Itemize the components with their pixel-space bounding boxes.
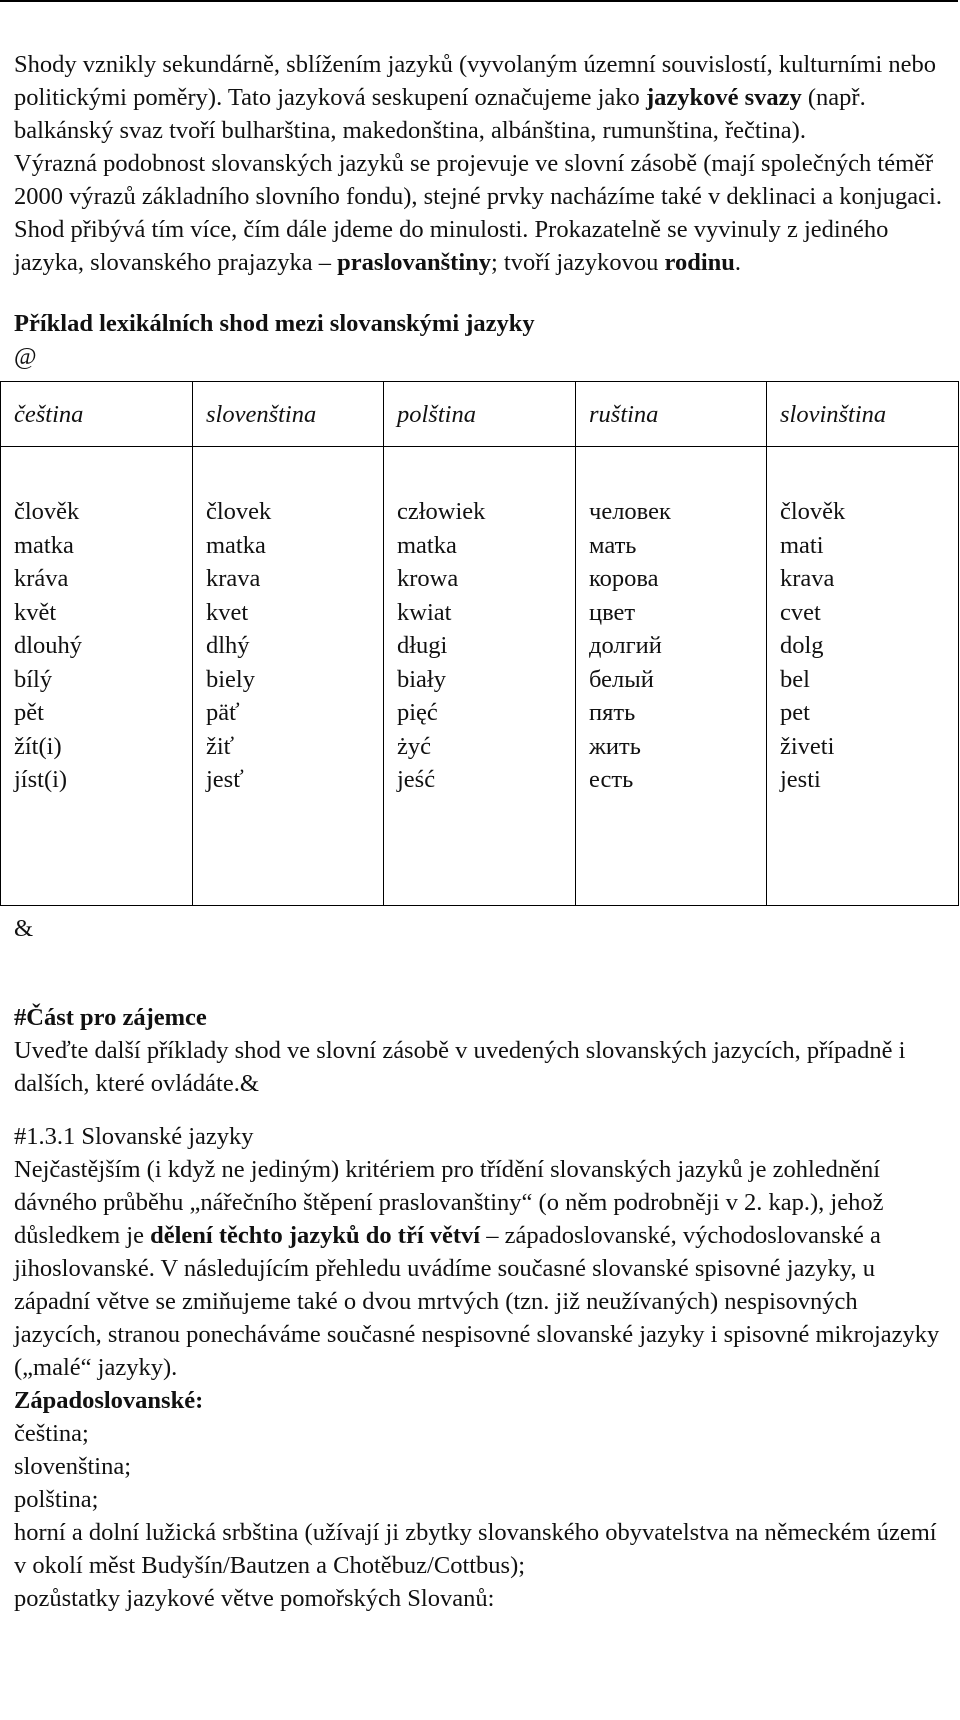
header-czech: čeština bbox=[1, 382, 193, 447]
table-cell: пять bbox=[589, 699, 636, 726]
table-cell: mati bbox=[780, 531, 824, 559]
western-heading: Západoslovanské: bbox=[14, 1387, 204, 1414]
hash-marker: # bbox=[14, 1004, 27, 1031]
intro-text: ; tvoří jazykovou bbox=[491, 249, 665, 276]
column-czech bbox=[1, 447, 193, 906]
term-proto-slavic: praslovanštiny bbox=[337, 249, 491, 276]
ampersand-marker: & bbox=[14, 915, 34, 942]
table-cell: человек bbox=[589, 498, 671, 525]
table-cell: biely bbox=[206, 665, 255, 693]
table-cell: pet bbox=[780, 699, 810, 726]
table-cell: krava bbox=[780, 565, 835, 592]
lexical-table bbox=[0, 381, 959, 906]
section-heading: #1.3.1 Slovanské jazyky bbox=[14, 1123, 254, 1150]
interest-title: Část pro zájemce bbox=[26, 1004, 207, 1031]
section-text: – západoslovanské, východoslovanské a jihoslovanské. V následujícím přehledu uvádíme současné slovanské spisovné jazyky, u západní větve se zmiňujeme také o dvou mrtvých (tzn. již neužívaných) nespisovných jazycích, stranou ponecháváme současné nespisovné slovanské jazyky i spisovné mikrojazyky („malé“ jazyky). bbox=[14, 1222, 940, 1381]
table-cell: biały bbox=[397, 665, 446, 693]
table-cell: pięć bbox=[397, 699, 438, 726]
list-item: polština; bbox=[14, 1486, 99, 1513]
table-cell: jesti bbox=[780, 766, 821, 793]
table-cell: jesť bbox=[206, 766, 244, 793]
table-cell: цвет bbox=[589, 598, 636, 626]
header-slovak: slovenština bbox=[193, 382, 384, 447]
intro-text: (např. balkánský svaz tvoří bulharština, makedonština, albánština, rumunština, řečtina). bbox=[14, 84, 866, 144]
column-slovene bbox=[767, 447, 959, 906]
table-cell: matka bbox=[14, 531, 74, 559]
table-cell: долгий bbox=[589, 632, 662, 659]
term-three-branches: dělení těchto jazyků do tří větví bbox=[150, 1222, 481, 1249]
table-cell: jíst(i) bbox=[14, 766, 68, 793]
table-cell: długi bbox=[397, 632, 448, 659]
table-cell: žiť bbox=[206, 732, 235, 760]
table-cell: белый bbox=[589, 665, 654, 693]
table-cell: bel bbox=[780, 665, 810, 693]
table-cell: květ bbox=[14, 598, 57, 626]
document-page bbox=[14, 48, 944, 1615]
intro-text: Výrazná podobnost slovanských jazyků se projevuje ve slovní zásobě (mají společných téměř 2000 výrazů základního slovního fondu), stejné prvky nacházíme také v deklinaci a konjugaci. Shod přibývá tím více, čím dále jdeme do minulosti. Prokazatelně se vyvinuly z jediného jazyka, slovanského prajazyka – bbox=[14, 150, 942, 276]
intro-text: . bbox=[734, 249, 742, 276]
table-cell: жить bbox=[589, 732, 641, 760]
table-cell: dolg bbox=[780, 632, 824, 659]
table-cell: bílý bbox=[14, 665, 53, 693]
section-text: Nejčastějším (i když ne jediným) kritériem pro třídění slovanských jazyků je zohlednění dávného průběhu „nářečního štěpení praslovanštiny“ (o něm podrobněji v 2. kap.), jehož důsledkem je bbox=[14, 1156, 884, 1249]
list-item: slovenština; bbox=[14, 1453, 132, 1480]
table-cell: człowiek bbox=[397, 498, 486, 525]
table-row bbox=[1, 447, 959, 906]
table-cell: člověk bbox=[780, 498, 846, 525]
interest-text: Uveďte další příklady shod ve slovní zásobě v uvedených slovanských jazycích, případně i dalších, které ovládáte.& bbox=[14, 1037, 906, 1097]
list-item: pozůstatky jazykové větve pomořských Slovanů: bbox=[14, 1585, 495, 1612]
table-cell: žít(i) bbox=[14, 732, 62, 760]
intro-text: Shody vznikly sekundárně, sblížením jazyků (vyvolaným územní souvislostí, kulturními nebo politickými poměry). Tato jazyková seskupení označujeme jako bbox=[14, 51, 937, 111]
table-cell: krowa bbox=[397, 565, 459, 592]
table-cell: dlhý bbox=[206, 632, 250, 659]
table-cell: cvet bbox=[780, 598, 821, 626]
term-language-unions: jazykové svazy bbox=[645, 84, 802, 111]
table-cell: človek bbox=[206, 498, 272, 525]
top-rule bbox=[0, 0, 958, 2]
table-cell: kráva bbox=[14, 565, 69, 592]
table-cell: żyć bbox=[397, 732, 431, 760]
section-paragraph bbox=[14, 1153, 944, 1384]
table-cell: есть bbox=[589, 766, 634, 793]
table-header-row bbox=[1, 382, 959, 447]
table-cell: matka bbox=[206, 531, 266, 559]
intro-paragraph-2 bbox=[14, 147, 944, 279]
table-cell: matka bbox=[397, 531, 457, 559]
at-marker: @ bbox=[14, 343, 37, 370]
column-slovak bbox=[193, 447, 384, 906]
interest-heading bbox=[14, 1001, 944, 1034]
column-polish bbox=[384, 447, 576, 906]
column-russian bbox=[576, 447, 767, 906]
header-polish: polština bbox=[384, 382, 576, 447]
table-cell: dlouhý bbox=[14, 632, 83, 659]
list-item: čeština; bbox=[14, 1420, 89, 1447]
table-cell: päť bbox=[206, 699, 240, 726]
header-russian: ruština bbox=[576, 382, 767, 447]
intro-paragraph-1 bbox=[14, 48, 944, 147]
table-cell: krava bbox=[206, 565, 261, 592]
list-item: horní a dolní lužická srbština (užívají ji zbytky slovanského obyvatelstva na německém území v okolí měst Budyšín/Bautzen a Chotěbuz/Cottbus); bbox=[14, 1519, 937, 1579]
table-cell: pět bbox=[14, 699, 44, 726]
table-cell: мать bbox=[589, 531, 637, 559]
table-cell: kvet bbox=[206, 598, 249, 626]
table-cell: корова bbox=[589, 565, 659, 592]
table-cell: jeść bbox=[397, 766, 436, 793]
table-cell: člověk bbox=[14, 498, 80, 525]
table-cell: živeti bbox=[780, 732, 835, 760]
table-cell: kwiat bbox=[397, 598, 452, 626]
header-slovene: slovinština bbox=[767, 382, 959, 447]
term-family: rodinu bbox=[664, 249, 735, 276]
example-heading: Příklad lexikálních shod mezi slovanskými jazyky bbox=[14, 310, 535, 337]
